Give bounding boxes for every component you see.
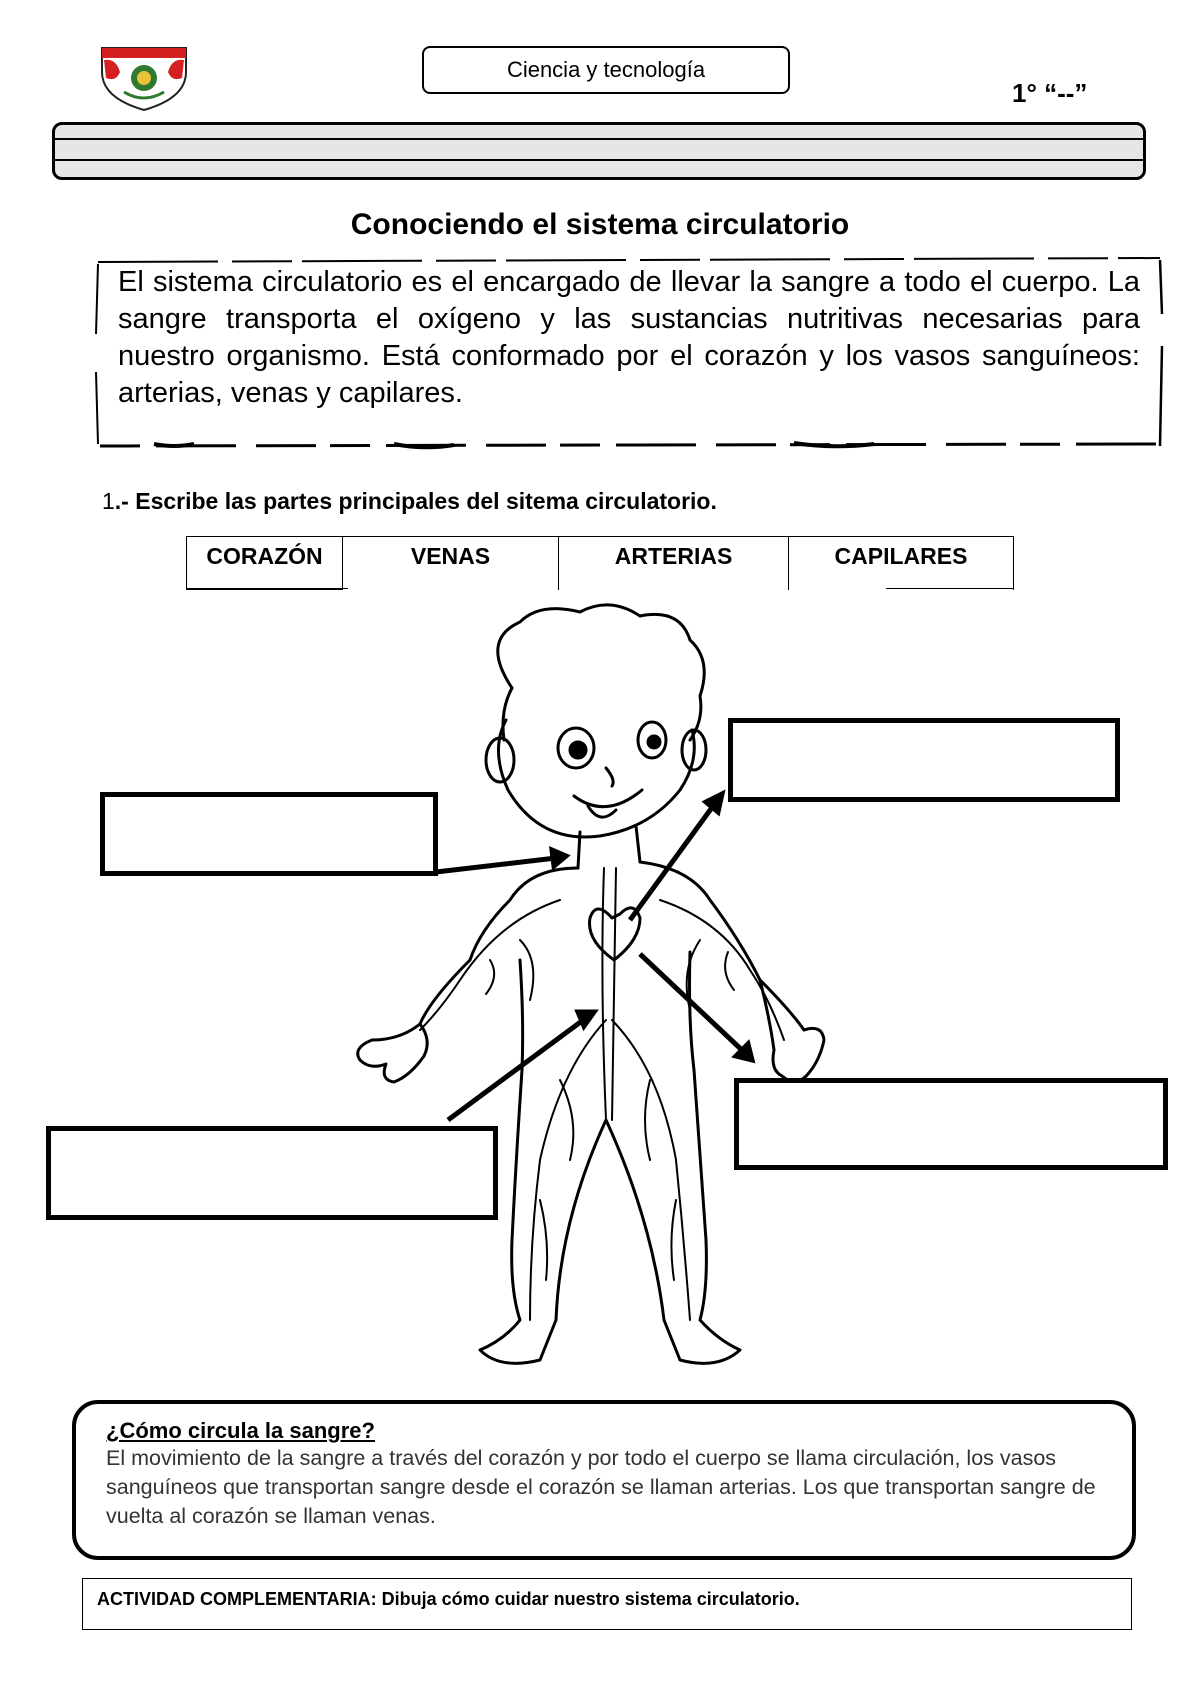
answer-box-4[interactable] xyxy=(734,1078,1168,1170)
question-number: 1 xyxy=(102,488,115,514)
part-arteries: ARTERIAS xyxy=(558,536,788,590)
question-1 xyxy=(102,488,717,515)
grade-label: 1° “--” xyxy=(1012,78,1088,108)
part-heart: CORAZÓN xyxy=(186,536,342,590)
question-text: .- Escribe las partes principales del sitema circulatorio. xyxy=(114,488,717,514)
answer-box-3[interactable] xyxy=(46,1126,498,1220)
info-body: El movimiento de la sangre a través del corazón y por todo el cuerpo se llama circulación, los vasos sanguíneos que transportan sangre desde el corazón se llaman arterias. Los que transportan sangre de vuelta al corazón se llaman venas. xyxy=(106,1446,1096,1528)
circulation-info-box xyxy=(72,1400,1136,1560)
answer-box-2[interactable] xyxy=(728,718,1120,802)
activity-text: Dibuja cómo cuidar nuestro sistema circulatorio. xyxy=(376,1589,800,1609)
parts-word-bank xyxy=(186,536,1014,590)
activity-label: ACTIVIDAD COMPLEMENTARIA: xyxy=(97,1589,377,1609)
part-veins: VENAS xyxy=(342,536,558,590)
student-name-field[interactable] xyxy=(52,122,1146,180)
school-crest-logo xyxy=(96,42,192,112)
info-title: ¿Cómo circula la sangre? xyxy=(106,1418,375,1443)
answer-box-1[interactable] xyxy=(100,792,438,876)
part-capillaries: CAPILARES xyxy=(788,536,1014,590)
subject-label: Ciencia y tecnología xyxy=(422,46,790,94)
intro-paragraph: El sistema circulatorio es el encargado de llevar la sangre a todo el cuerpo. La sangre transporta el oxígeno y las sustancias nutritivas necesarias para nuestro organismo. Está conformado por el corazón y los vasos sanguíneos: arterias, venas y capilares. xyxy=(118,266,1140,409)
complementary-activity[interactable] xyxy=(82,1578,1132,1630)
page-title: Conociendo el sistema circulatorio xyxy=(350,208,850,241)
